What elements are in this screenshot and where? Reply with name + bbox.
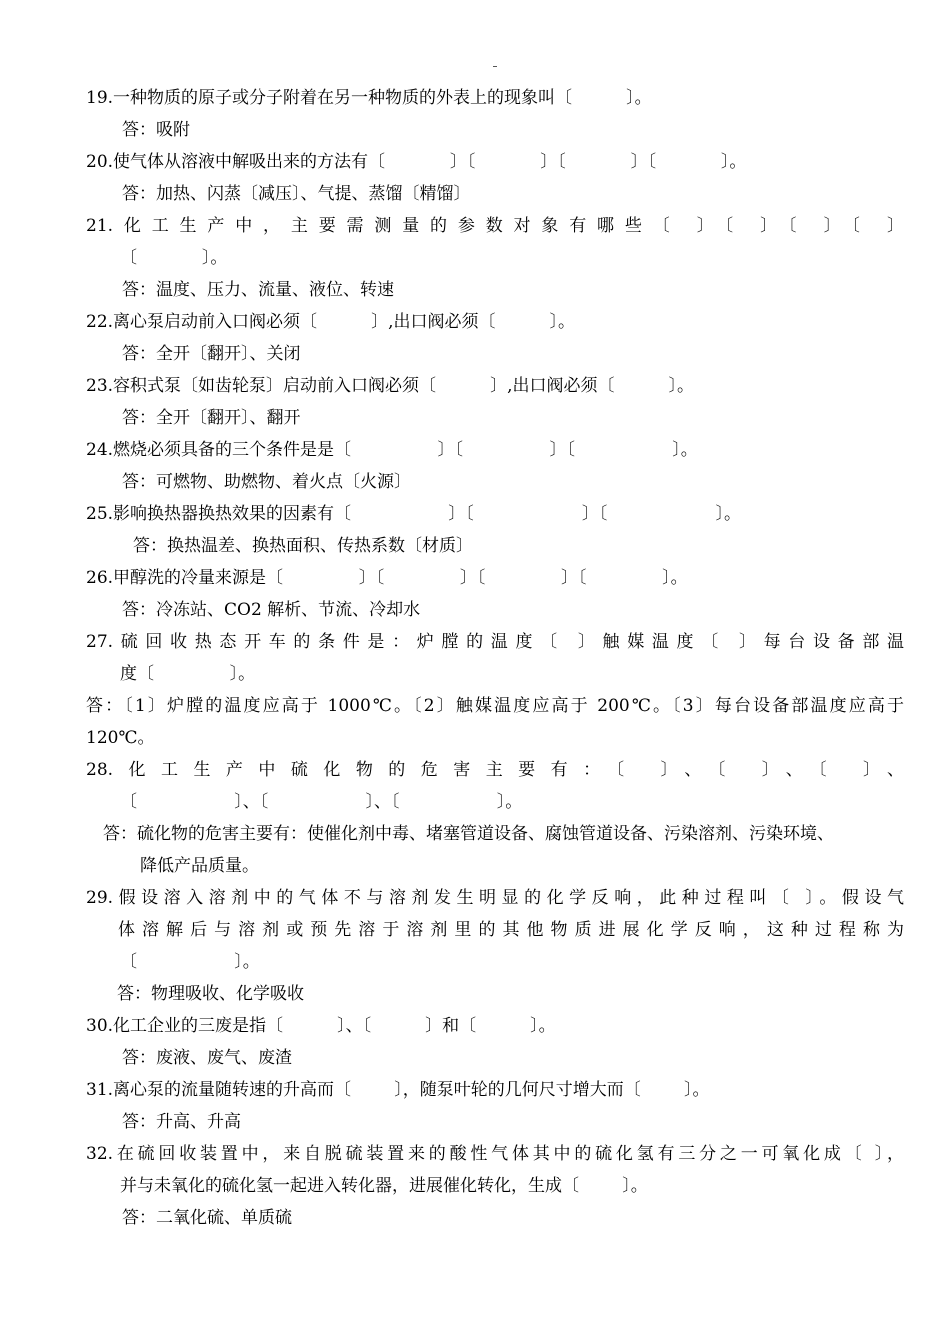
question-20: 20.使气体从溶液中解吸出来的方法有〔 〕〔 〕〔 〕〔 〕。 bbox=[86, 152, 747, 172]
answer-25: 答：换热温差、换热面积、传热系数〔材质〕 bbox=[133, 536, 473, 556]
question-24: 24.燃烧必须具备的三个条件是是〔 〕〔 〕〔 〕。 bbox=[86, 440, 698, 460]
answer-32: 答：二氧化硫、单质硫 bbox=[122, 1208, 292, 1228]
question-31: 31.离心泵的流量随转速的升高而〔 〕，随泵叶轮的几何尺寸增大而〔 〕。 bbox=[86, 1080, 710, 1100]
answer-29: 答：物理吸收、化学吸收 bbox=[117, 984, 304, 1004]
answer-23: 答：全开〔翻开〕、翻开 bbox=[122, 408, 301, 428]
question-27-cont: 度〔 〕。 bbox=[120, 664, 256, 684]
answer-27-cont: 120℃。 bbox=[86, 728, 155, 748]
question-26: 26.甲醇洗的冷量来源是〔 〕〔 〕〔 〕〔 〕。 bbox=[86, 568, 688, 588]
question-21: 21.化工生产中，主要需测量的参数对象有哪些〔 〕〔 〕〔 〕〔 〕 bbox=[86, 216, 904, 236]
question-29-cont2: 〔 〕。 bbox=[120, 952, 260, 972]
question-29: 29.假设溶入溶剂中的气体不与溶剂发生明显的化学反响，此种过程叫〔 〕。假设气 bbox=[86, 888, 904, 908]
header-mark bbox=[493, 66, 497, 67]
answer-28-cont: 降低产品质量。 bbox=[140, 856, 259, 876]
answer-28: 答：硫化物的危害主要有：使催化剂中毒、堵塞管道设备、腐蚀管道设备、污染溶剂、污染环境、 bbox=[103, 824, 834, 844]
answer-31: 答：升高、升高 bbox=[122, 1112, 241, 1132]
question-29-cont: 体溶解后与溶剂或预先溶于溶剂里的其他物质进展化学反响，这种过程称为 bbox=[118, 920, 904, 940]
answer-27: 答：〔1〕炉膛的温度应高于 1000℃。〔2〕触媒温度应高于 200℃。〔3〕每台设备部温度应高于 bbox=[86, 696, 904, 716]
answer-20: 答：加热、闪蒸〔减压〕、气提、蒸馏〔精馏〕 bbox=[122, 184, 471, 204]
question-23: 23.容积式泵〔如齿轮泵〕启动前入口阀必须〔 〕,出口阀必须〔 〕。 bbox=[86, 376, 695, 396]
question-32-cont: 并与未氧化的硫化氢一起进入转化器，进展催化转化，生成〔 〕。 bbox=[120, 1176, 648, 1196]
answer-30: 答：废液、废气、废渣 bbox=[122, 1048, 292, 1068]
question-21-cont: 〔 〕。 bbox=[120, 248, 228, 268]
answer-19: 答：吸附 bbox=[122, 120, 190, 140]
question-32: 32.在硫回收装置中，来自脱硫装置来的酸性气体其中的硫化氢有三分之一可氧化成〔 〕， bbox=[86, 1144, 904, 1164]
question-27: 27.硫回收热态开车的条件是：炉膛的温度〔 〕触媒温度〔 〕每台设备部温 bbox=[86, 632, 904, 652]
question-25: 25.影响换热器换热效果的因素有〔 〕〔 〕〔 〕。 bbox=[86, 504, 741, 524]
answer-21: 答：温度、压力、流量、液位、转速 bbox=[122, 280, 394, 300]
question-19: 19.一种物质的原子或分子附着在另一种物质的外表上的现象叫〔 〕。 bbox=[86, 88, 652, 108]
answer-24: 答：可燃物、助燃物、着火点〔火源〕 bbox=[122, 472, 411, 492]
question-30: 30.化工企业的三废是指〔 〕、〔 〕和〔 〕。 bbox=[86, 1016, 556, 1036]
question-28: 28.化工生产中硫化物的危害主要有：〔 〕、〔 〕、〔 〕、 bbox=[86, 760, 904, 780]
question-22: 22.离心泵启动前入口阀必须〔 〕,出口阀必须〔 〕。 bbox=[86, 312, 576, 332]
question-28-cont: 〔 〕、〔 〕、〔 〕。 bbox=[120, 792, 523, 812]
answer-22: 答：全开〔翻开〕、关闭 bbox=[122, 344, 301, 364]
answer-26: 答：冷冻站、CO2 解析、节流、冷却水 bbox=[122, 600, 421, 620]
